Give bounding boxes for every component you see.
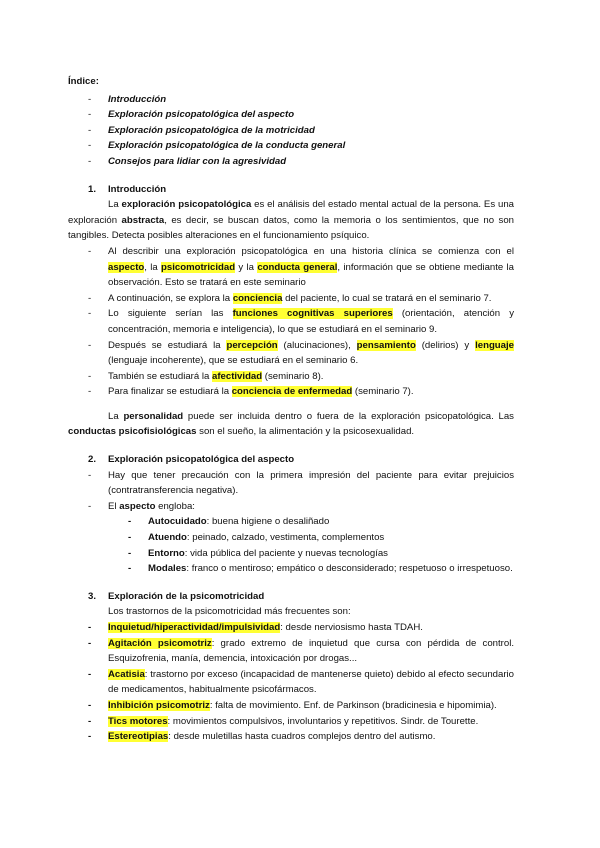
list-item: - Tics motores: movimientos compulsivos, involuntarios y repetitivos. Sindr. de Tourette. — [68, 714, 514, 730]
list-item: - Autocuidado: buena higiene o desaliñado — [68, 514, 514, 530]
section-3-heading — [68, 589, 514, 605]
section-title: Exploración de la psicomotricidad — [108, 590, 265, 602]
index-item: - Exploración psicopatológica de la conducta general — [68, 138, 514, 154]
section-1-paragraph-2: La personalidad puede ser incluida dentro o fuera de la exploración psicopatológica. Las conductas psicofisiológicas son el sueño, la alimentación y la psicosexualidad. — [68, 410, 514, 438]
section-1-heading — [68, 182, 514, 198]
section-title: Exploración psicopatológica del aspecto — [108, 454, 295, 466]
aspect-subitems — [68, 514, 514, 576]
list-item: - Estereotipias: desde muletillas hasta cuadros complejos dentro del autismo. — [68, 729, 514, 745]
index-list — [68, 92, 514, 170]
section-number: 2. — [88, 454, 97, 466]
list-item: - Inquietud/hiperactividad/impulsividad: desde nerviosismo hasta TDAH. — [68, 620, 514, 636]
section-1-bullets — [68, 244, 514, 400]
list-item: - También se estudiará la afectividad (seminario 8). — [68, 369, 514, 385]
list-item: - A continuación, se explora la conciencia del paciente, lo cual se tratará en el seminario 7. — [68, 291, 514, 307]
list-item: - Lo siguiente serían las funciones cognitivas superiores (orientación, atención y concentración, memoria e inteligencia), lo que se estudiará en el seminario 9. — [68, 306, 514, 337]
list-item: - Inhibición psicomotriz: falta de movimiento. Enf. de Parkinson (bradicinesia e hipomimia). — [68, 698, 514, 714]
list-item: - Hay que tener precaución con la primera impresión del paciente para evitar prejuicios (contratransferencia negativa). — [68, 468, 514, 499]
list-item: - Después se estudiará la percepción (alucinaciones), pensamiento (delirios) y lenguaje (lenguaje incoherente), que se estudiará en el seminario 6. — [68, 338, 514, 369]
index-item: - Exploración psicopatológica del aspecto — [68, 107, 514, 123]
list-item: - Agitación psicomotriz: grado extremo de inquietud que cursa con pérdida de control. Esquizofrenia, manía, demencia, intoxicación por drogas... — [68, 636, 514, 667]
list-item: - El aspecto engloba: — [68, 499, 514, 515]
index-item: - Consejos para lidiar con la agresividad — [68, 154, 514, 170]
section-3-bullets — [68, 620, 514, 745]
section-3-intro: Los trastornos de la psicomotricidad más frecuentes son: — [108, 606, 351, 618]
section-number: 3. — [88, 590, 97, 602]
list-item: - Al describir una exploración psicopatológica en una historia clínica se comienza con el aspecto, la psicomotricidad y la conducta general, información que se obtiene mediante la observación. Esto se tratará en este seminario — [68, 244, 514, 291]
list-item: - Entorno: vida pública del paciente y nuevas tecnologías — [68, 546, 514, 562]
index-item: - Exploración psicopatológica de la motricidad — [68, 123, 514, 139]
section-2-heading — [68, 452, 514, 468]
section-title: Introducción — [108, 183, 167, 195]
section-2-bullets — [68, 468, 514, 515]
index-title: Índice: — [68, 76, 99, 87]
list-item: - Atuendo: peinado, calzado, vestimenta, complementos — [68, 530, 514, 546]
section-1-paragraph: La exploración psicopatológica es el análisis del estado mental actual de la persona. Es una exploración abstracta, es decir, se buscan datos, como la memoria o los sentimientos, que no son tangibles. Detecta posibles alteraciones en el funcionamiento psíquico. — [68, 199, 515, 242]
section-number: 1. — [88, 183, 97, 195]
index-item: - Introducción — [68, 92, 514, 108]
list-item: - Para finalizar se estudiará la conciencia de enfermedad (seminario 7). — [68, 384, 514, 400]
list-item: - Modales: franco o mentiroso; empático o desconsiderado; respetuoso o irrespetuoso. — [68, 561, 514, 577]
list-item: - Acatisia: trastorno por exceso (incapacidad de mantenerse quieto) debido al efecto secundario de medicamentos, habitualmente psicofármacos. — [68, 667, 514, 698]
